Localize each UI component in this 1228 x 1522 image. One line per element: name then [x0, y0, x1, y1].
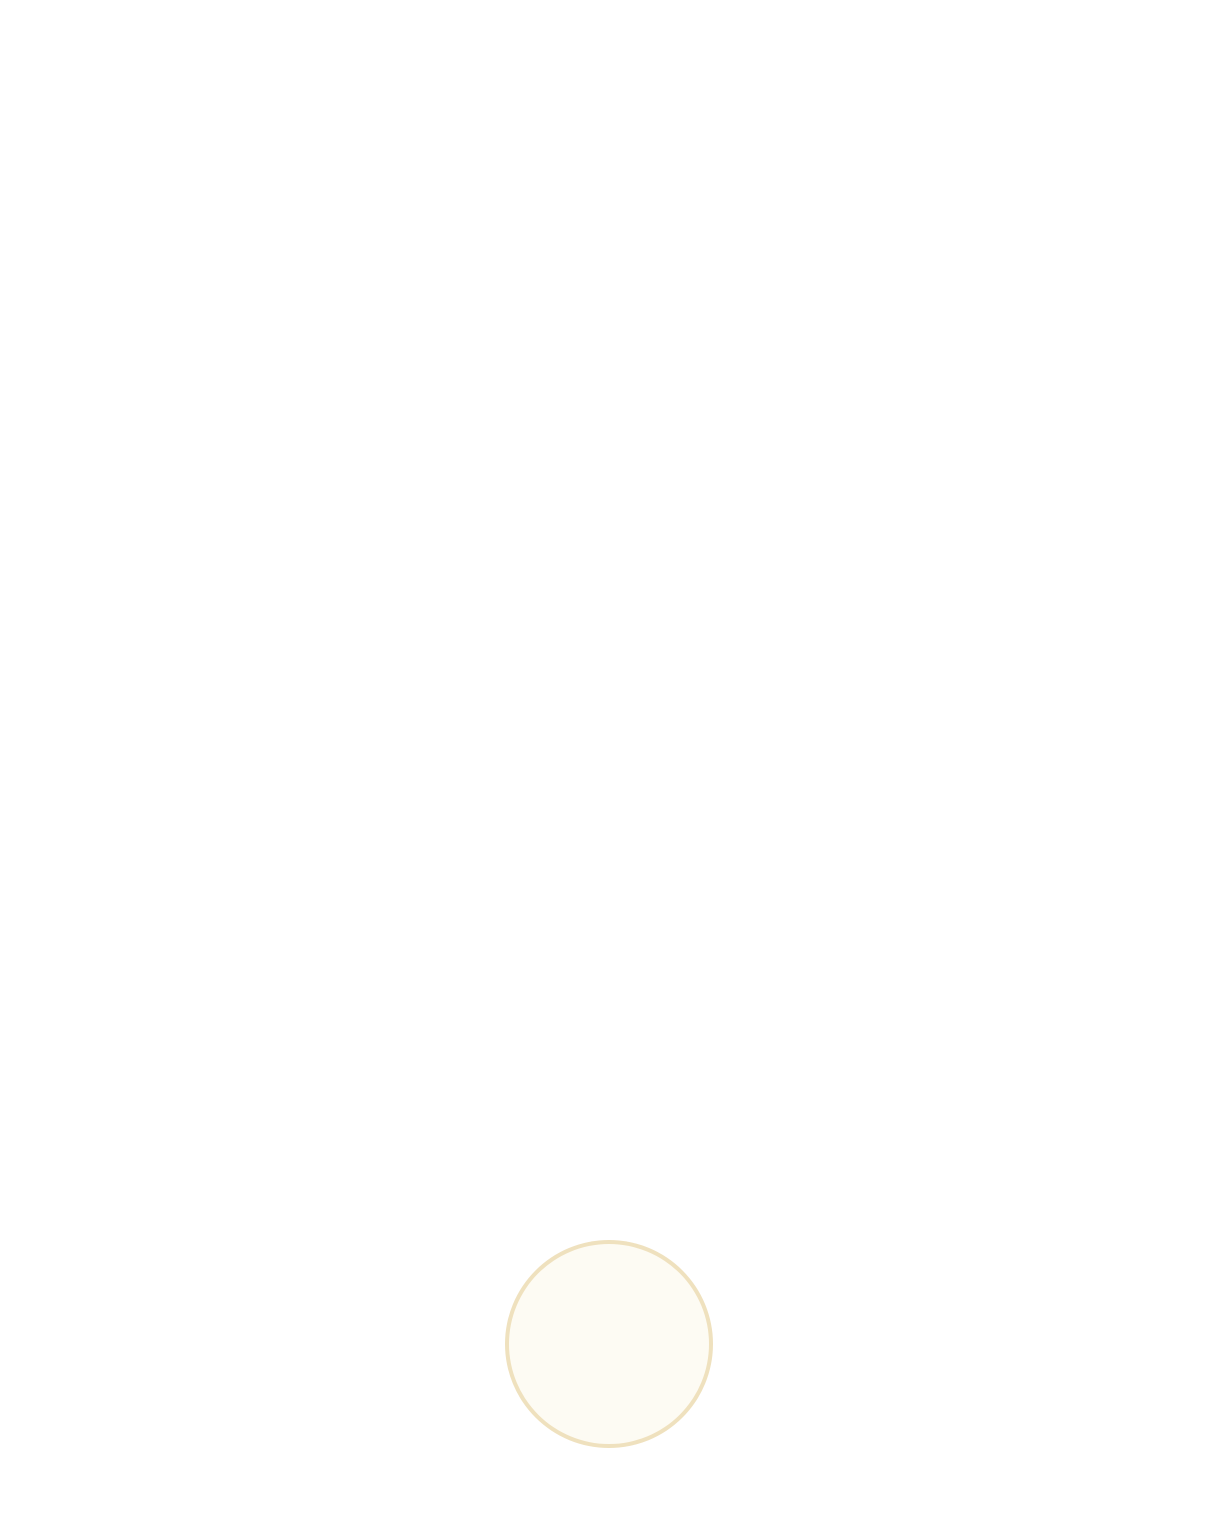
- watermark-seal: [505, 1240, 713, 1448]
